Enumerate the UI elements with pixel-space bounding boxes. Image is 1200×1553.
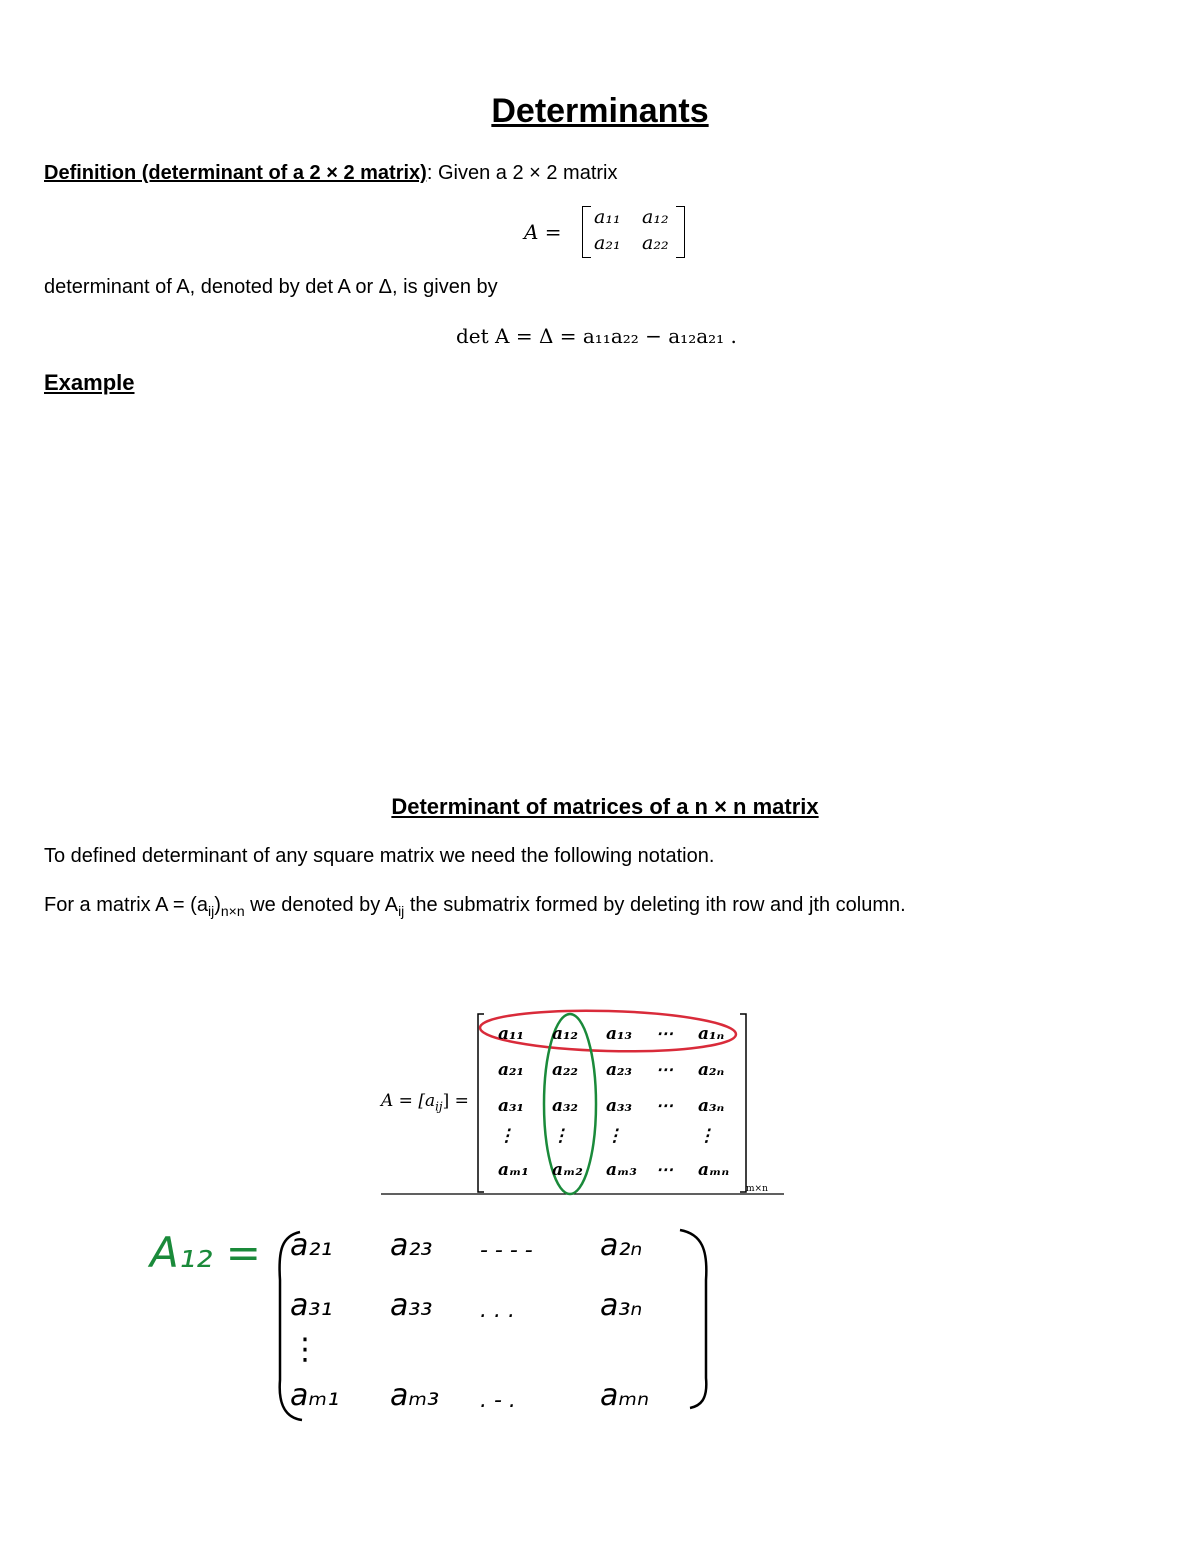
definition-label: Definition (determinant of a 2 × 2 matrix): [44, 162, 427, 184]
handwritten-matrix-cell: a₂₁: [290, 1228, 333, 1263]
handwritten-matrix-cell: a₃₁: [290, 1288, 333, 1323]
submatrix-text-b: ): [214, 894, 221, 916]
general-matrix-cell: a₁₁: [498, 1024, 524, 1044]
matrix-cell-a21: a₂₁: [594, 232, 621, 254]
example-heading: Example: [44, 370, 135, 395]
handwritten-matrix-cell: . . .: [480, 1298, 515, 1323]
submatrix-text-c: we denoted by A: [244, 894, 399, 916]
general-matrix-cell: ⋮: [606, 1126, 623, 1146]
general-matrix-cell: a₃₁: [498, 1096, 524, 1116]
handwritten-matrix-cell: aₘ₁: [290, 1378, 340, 1413]
general-matrix-cell: ⋮: [698, 1126, 715, 1146]
determinant-formula: det A = Δ = a₁₁a₂₂ − a₁₂a₂₁ .: [456, 324, 737, 348]
general-matrix-cell: ⋯: [656, 1060, 673, 1080]
general-matrix-cell: aₘₙ: [698, 1160, 730, 1180]
page-title: Determinants: [491, 92, 709, 130]
definition-colon: :: [426, 162, 433, 184]
submatrix-text-d: the submatrix formed by deleting ith row and jth column.: [404, 894, 906, 916]
general-matrix-cell: aₘ₃: [606, 1160, 637, 1180]
handwritten-a12-label: A₁₂ =: [150, 1228, 261, 1277]
handwritten-matrix-cell: a₂ₙ: [600, 1228, 643, 1263]
general-matrix-cell: a₁ₙ: [698, 1024, 725, 1044]
general-matrix-cell: aₘ₁: [498, 1160, 529, 1180]
notation-line: To defined determinant of any square matrix we need the following notation.: [44, 845, 715, 867]
general-matrix-cell: a₁₂: [552, 1024, 578, 1044]
size-subscript: m×n: [746, 1184, 768, 1194]
handwritten-matrix-cell: aₘ₃: [390, 1378, 440, 1413]
general-matrix-cell: ⋯: [656, 1160, 673, 1180]
general-matrix-cell: a₂₂: [552, 1060, 578, 1080]
general-matrix-cell: a₂ₙ: [698, 1060, 725, 1080]
determinant-text: determinant of A, denoted by det A or Δ, is given by: [44, 276, 498, 298]
big-left-bracket: [478, 1014, 484, 1192]
general-matrix-cell: aₘ₂: [552, 1160, 583, 1180]
general-matrix-cell: ⋮: [498, 1126, 515, 1146]
lhs-sub: ij: [435, 1099, 443, 1114]
matrix-cell-a12: a₁₂: [642, 206, 669, 228]
handwritten-matrix-cell: a₃₃: [390, 1288, 433, 1323]
general-matrix-cell: a₃₃: [606, 1096, 632, 1116]
submatrix-text-a: For a matrix A = (a: [44, 894, 208, 916]
definition-intro: Given a 2 × 2 matrix: [432, 162, 618, 184]
handwritten-matrix-cell: a₃ₙ: [600, 1288, 643, 1323]
matrix-cell-a22: a₂₂: [642, 232, 669, 254]
handwritten-matrix-cell: ⋮: [290, 1332, 320, 1367]
submatrix-sub-ij: ij: [207, 903, 215, 919]
general-matrix-cell: a₁₃: [606, 1024, 632, 1044]
submatrix-sub-ij-2: ij: [398, 903, 405, 919]
matrix-lhs: A =: [524, 220, 562, 244]
matrix-cell-a11: a₁₁: [594, 206, 621, 228]
general-matrix-cell: ⋮: [552, 1126, 569, 1146]
submatrix-sub-nxn: n×n: [220, 903, 245, 919]
section-title-nxn: Determinant of matrices of a n × n matrix: [391, 794, 819, 819]
lhs-text: A = [a: [381, 1091, 436, 1111]
general-matrix-cell: a₃₂: [552, 1096, 578, 1116]
general-matrix-cell: a₂₁: [498, 1060, 524, 1080]
handwritten-matrix-cell: a₂₃: [390, 1228, 433, 1263]
general-matrix-cell: a₂₃: [606, 1060, 632, 1080]
big-right-bracket: [740, 1014, 746, 1192]
general-matrix-cell: ⋯: [656, 1096, 673, 1116]
handwritten-matrix-cell: . - .: [480, 1388, 516, 1413]
handwritten-matrix-cell: - - - -: [480, 1238, 533, 1263]
general-matrix-cell: ⋯: [656, 1024, 673, 1044]
handwritten-matrix-cell: aₘₙ: [600, 1378, 650, 1413]
lhs-end: ] =: [442, 1091, 469, 1111]
general-matrix-cell: a₃ₙ: [698, 1096, 725, 1116]
